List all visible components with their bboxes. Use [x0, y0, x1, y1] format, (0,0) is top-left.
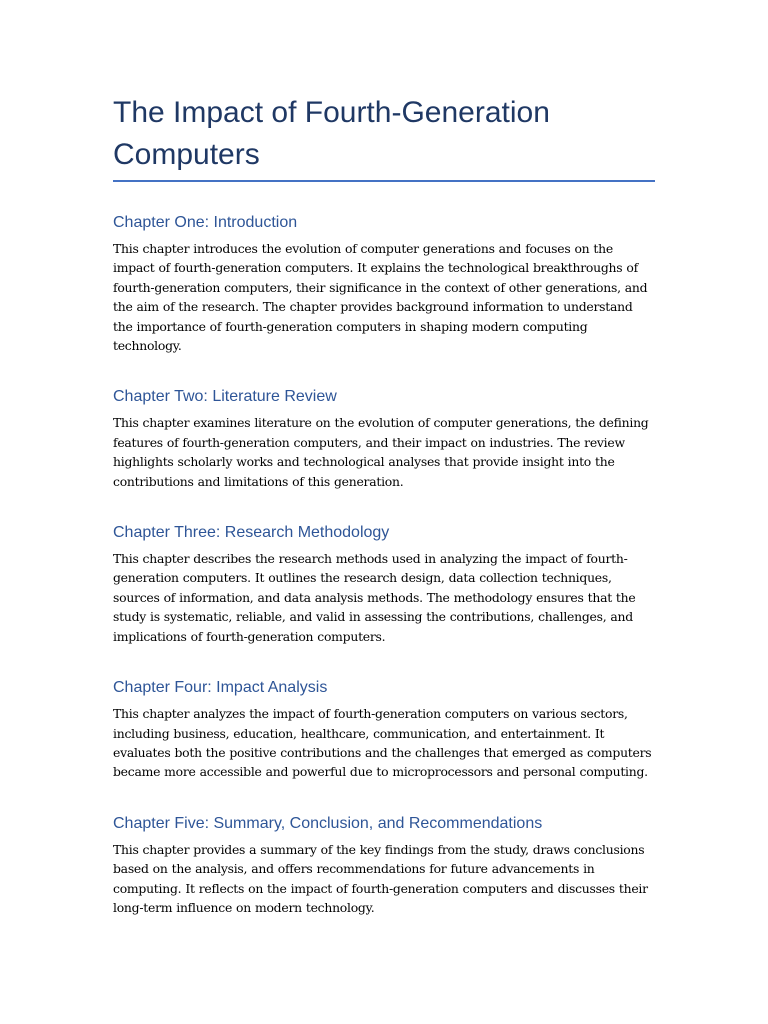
chapter-four-body: This chapter analyzes the impact of fourth-generation computers on various sectors, including business, education, healthcare, communication, and entertainment. It evaluates both the positive contributions and the challenges that emerged as computers became more accessible and powerful due to microprocessors and personal computing. [113, 706, 652, 780]
chapter-five-heading: Chapter Five: Summary, Conclusion, and Recommendations [113, 814, 543, 832]
chapter-four-heading: Chapter Four: Impact Analysis [113, 679, 328, 697]
chapter-five-section [113, 814, 655, 918]
document-page [113, 92, 655, 917]
chapter-one-heading: Chapter One: Introduction [113, 214, 298, 231]
chapter-one-body: This chapter introduces the evolution of computer generations and focuses on the impact of fourth-generation computers. It explains the technological breakthroughs of fourth-generation computers, their significance in the context of other generations, and the aim of the research. The chapter provides background information to understand the importance of fourth-generation computers in shaping modern computing technology. [113, 241, 648, 354]
document-title-line-1: The Impact of Fourth-Generation [113, 96, 550, 129]
chapter-three-body: This chapter describes the research methods used in analyzing the impact of fourth-generation computers. It outlines the research design, data collection techniques, sources of information, and data analysis methods. The methodology ensures that the study is systematic, reliable, and valid in assessing the contributions, challenges, and implications of fourth-generation computers. [113, 551, 636, 644]
chapter-one-section [113, 213, 655, 355]
chapter-two-section [113, 387, 655, 491]
chapter-two-body: This chapter examines literature on the evolution of computer generations, the defining features of fourth-generation computers, and their impact on industries. The review highlights scholarly works and technological analyses that provide insight into the contributions and limitations of this generation. [113, 415, 649, 489]
document-title-line-2: Computers [113, 138, 260, 171]
chapter-two-heading: Chapter Two: Literature Review [113, 388, 337, 406]
chapter-four-section [113, 678, 655, 782]
chapter-three-section [113, 523, 655, 646]
chapter-three-heading: Chapter Three: Research Methodology [113, 524, 390, 542]
document-title [113, 92, 655, 176]
chapter-five-body: This chapter provides a summary of the key findings from the study, draws conclusions based on the analysis, and offers recommendations for future advancements in computing. It reflects on the impact of fourth-generation computers and discusses their long-term influence on modern technology. [113, 841, 648, 915]
title-underline-rule [113, 180, 655, 182]
